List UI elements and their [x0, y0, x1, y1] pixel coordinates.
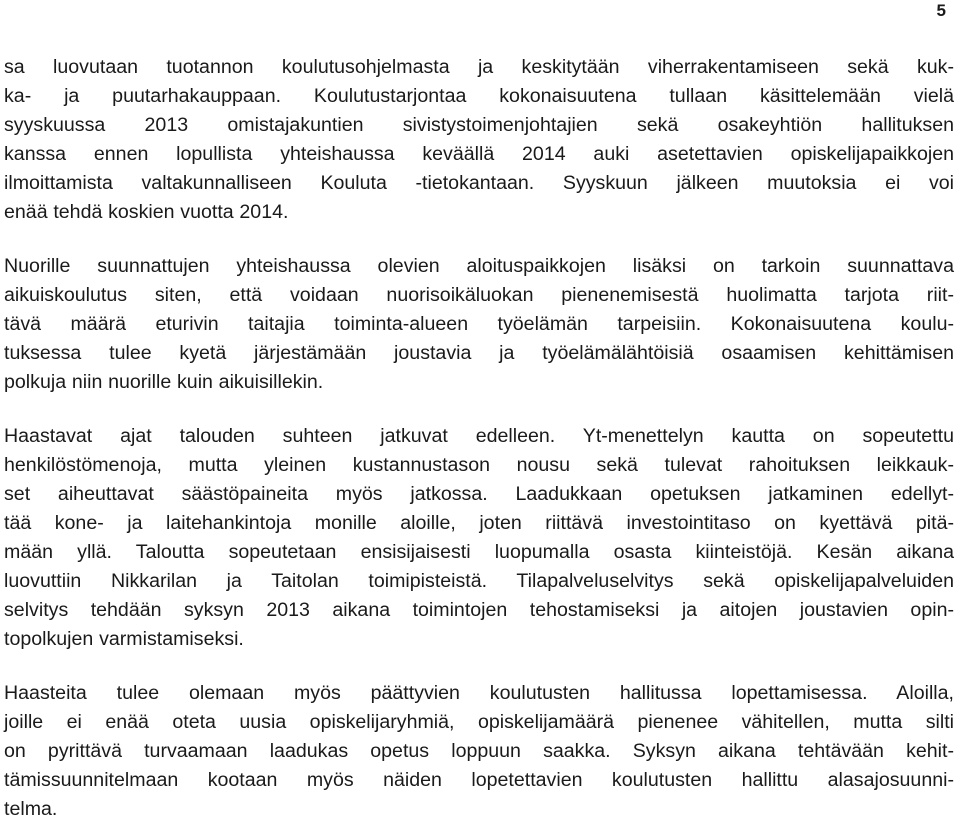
- text-line: telma.: [4, 798, 58, 820]
- text-line: ka- ja puutarhakauppaan. Koulutustarjontaa kokonaisuutena tullaan käsittelemään vielä: [4, 85, 954, 107]
- text-line: joille ei enää oteta uusia opiskelijaryhmiä, opiskelijamäärä pienenee vähitellen, mutta silti: [4, 711, 954, 733]
- text-line: topolkujen varmistamiseksi.: [4, 628, 244, 650]
- document-body: [4, 53, 954, 824]
- paragraph-3: [4, 422, 954, 654]
- text-line: Haastavat ajat talouden suhteen jatkuvat edelleen. Yt-menettelyn kautta on sopeutettu: [4, 425, 954, 447]
- text-line: selvitys tehdään syksyn 2013 aikana toimintojen tehostamiseksi ja aitojen joustavien opin-: [4, 599, 954, 621]
- paragraph-2: [4, 252, 954, 397]
- text-line: Nuorille suunnattujen yhteishaussa olevien aloituspaikkojen lisäksi on tarkoin suunnattava: [4, 255, 954, 277]
- text-line: tuksessa tulee kyetä järjestämään joustavia ja työelämälähtöisiä osaamisen kehittämisen: [4, 342, 954, 364]
- text-line: Haasteita tulee olemaan myös päättyvien koulutusten hallitussa lopettamisessa. Aloilla,: [4, 682, 954, 704]
- text-line: henkilöstömenoja, mutta yleinen kustannustason nousu sekä tulevat rahoituksen leikkauk-: [4, 454, 954, 476]
- text-line: polkuja niin nuorille kuin aikuisillekin.: [4, 371, 324, 393]
- text-line: set aiheuttavat säästöpaineita myös jatkossa. Laadukkaan opetuksen jatkaminen edellyt-: [4, 483, 954, 505]
- text-line: tää kone- ja laitehankintoja monille aloille, joten riittävä investointitaso on kyettävä pitä-: [4, 512, 954, 534]
- text-line: enää tehdä koskien vuotta 2014.: [4, 201, 289, 223]
- text-line: tämissuunnitelmaan kootaan myös näiden lopetettavien koulutusten hallittu alasajosuunni-: [4, 769, 954, 791]
- text-line: on pyrittävä turvaamaan laadukas opetus loppuun saakka. Syksyn aikana tehtävään kehit-: [4, 740, 954, 762]
- text-line: luovuttiin Nikkarilan ja Taitolan toimipisteistä. Tilapalveluselvitys sekä opiskelijapalveluiden: [4, 570, 954, 592]
- text-line: ilmoittamista valtakunnalliseen Kouluta -tietokantaan. Syyskuun jälkeen muutoksia ei voi: [4, 172, 954, 194]
- text-line: kanssa ennen lopullista yhteishaussa keväällä 2014 auki asetettavien opiskelijapaikkojen: [4, 143, 954, 165]
- text-line: syyskuussa 2013 omistajakuntien sivistystoimenjohtajien sekä osakeyhtiön hallituksen: [4, 114, 954, 136]
- paragraph-1: [4, 53, 954, 227]
- paragraph-4: [4, 679, 954, 824]
- page-number: 5: [936, 1, 946, 20]
- text-line: mään yllä. Taloutta sopeutetaan ensisijaisesti luopumalla osasta kiinteistöjä. Kesän aikana: [4, 541, 954, 563]
- text-line: aikuiskoulutus siten, että voidaan nuorisoikäluokan pienenemisestä huolimatta tarjota riit-: [4, 284, 954, 306]
- text-line: sa luovutaan tuotannon koulutusohjelmasta ja keskitytään viherrakentamiseen sekä kuk-: [4, 56, 954, 78]
- text-line: tävä määrä eturivin taitajia toiminta-alueen työelämän tarpeisiin. Kokonaisuutena koulu-: [4, 313, 954, 335]
